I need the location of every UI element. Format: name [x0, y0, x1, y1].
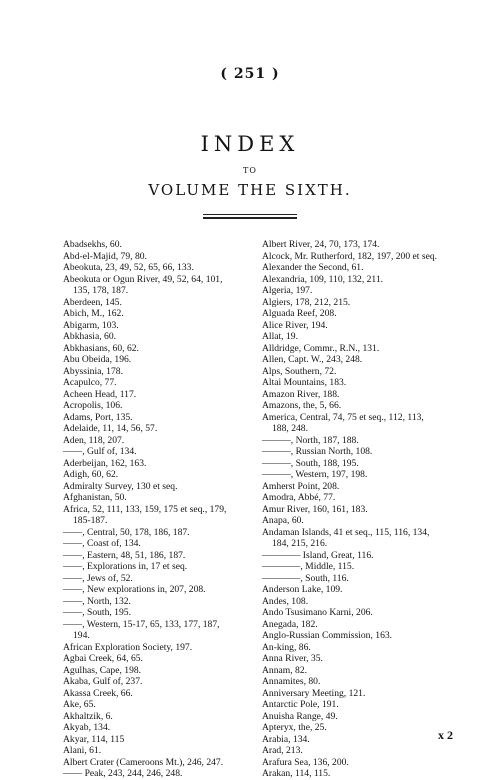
index-entry: 184, 215, 216.	[272, 538, 328, 549]
index-entry: Abkhasia, 60.	[63, 331, 117, 342]
index-entry: Alldridge, Commr., R.N., 131.	[262, 342, 380, 354]
index-entry: Alexander the Second, 61.	[262, 262, 364, 273]
index-entry: ——, North, 132.	[63, 595, 131, 607]
index-entry: Algeria, 197.	[262, 285, 313, 296]
index-entry: Amur River, 160, 161, 183.	[262, 503, 368, 515]
index-entry: Apteryx, the, 25.	[262, 722, 327, 733]
index-entry: Akaba, Gulf of, 237.	[63, 676, 143, 687]
index-entry: Anderson Lake, 109.	[262, 584, 343, 595]
index-entry: Ake, 65.	[63, 699, 96, 710]
index-entry: Amazon River, 188.	[262, 388, 340, 400]
index-entry: Agbai Creek, 64, 65.	[63, 653, 143, 664]
index-entry: Arad, 213.	[262, 745, 303, 756]
index-entry: Adelaide, 11, 14, 56, 57.	[63, 423, 158, 434]
index-entry: Abigarm, 103.	[63, 319, 119, 331]
index-entry: African Exploration Society, 197.	[63, 641, 193, 653]
index-entry: Annam, 82.	[262, 664, 308, 676]
index-entry: Alcock, Mr. Rutherford, 182, 197, 200 et seq.	[262, 250, 438, 262]
index-entry: ———, South, 188, 195.	[262, 457, 359, 469]
index-entry: ————, Middle, 115.	[262, 561, 355, 572]
index-entry: ———, North, 187, 188.	[262, 434, 359, 446]
index-entry: Adams, Port, 135.	[63, 411, 133, 423]
index-entry: Afghanistan, 50.	[63, 492, 127, 503]
index-entry: Abadsekhs, 60.	[63, 239, 122, 250]
index-entry: Acropolis, 106.	[63, 400, 123, 411]
index-entry: Amazons, the, 5, 66.	[262, 400, 342, 411]
index-entry: Alexandria, 109, 110, 132, 211.	[262, 273, 384, 285]
index-entry: ——, Eastern, 48, 51, 186, 187.	[63, 549, 186, 561]
index-entry: Abkhasians, 60, 62.	[63, 342, 139, 354]
index-entry: ——, Central, 50, 178, 186, 187.	[63, 526, 190, 538]
index-entry: ———, Western, 197, 198.	[262, 469, 368, 480]
index-entry: ——, South, 195.	[63, 607, 131, 618]
index-entry: ——, Explorations in, 17 et seq.	[63, 561, 188, 572]
index-entry: Aden, 118, 207.	[63, 434, 125, 446]
index-entry: Anapa, 60.	[262, 515, 304, 526]
index-entry: Arabia, 134.	[262, 733, 310, 745]
index-entry: ——, Jews of, 52.	[63, 572, 133, 584]
index-entry: 185-187.	[73, 515, 108, 526]
index-entry: ————, South, 116.	[262, 572, 349, 584]
index-entry: ——, Gulf of, 134.	[63, 446, 137, 457]
index-entry: Alguada Reef, 208.	[262, 308, 337, 319]
index-entry: Abeokuta or Ogun River, 49, 52, 64, 101,	[63, 273, 223, 285]
index-entry: Andaman Islands, 41 et seq., 115, 116, 134,	[262, 526, 430, 538]
index-entry: Allat, 19.	[262, 331, 298, 342]
index-entry: Aberdeen, 145.	[63, 296, 122, 308]
index-entry: Akhaltzik, 6.	[63, 710, 113, 722]
title-rule	[203, 214, 297, 215]
title-rule-thick	[203, 217, 297, 219]
index-entry: Abd-el-Majid, 79, 80.	[63, 250, 147, 262]
index-entry: Algiers, 178, 212, 215.	[262, 296, 351, 308]
index-entry: ——, New explorations in, 207, 208.	[63, 584, 206, 595]
index-entry: Anniversary Meeting, 121.	[262, 687, 366, 699]
index-entry: Albert Crater (Cameroons Mt.), 246, 247.	[63, 756, 224, 768]
index-entry: Alani, 61.	[63, 745, 102, 756]
index-entry: An-king, 86.	[262, 641, 311, 653]
printer-signature: x 2	[438, 728, 453, 742]
index-entry: ———— Island, Great, 116.	[262, 549, 374, 561]
title-connector: TO	[243, 166, 257, 175]
index-entry: Acheen Head, 117.	[63, 388, 137, 400]
index-entry: Akyar, 114, 115	[63, 733, 125, 745]
index-entry: Altai Mountains, 183.	[262, 377, 347, 388]
index-entry: ——, Coast of, 134.	[63, 538, 141, 549]
index-entry: Africa, 52, 111, 133, 159, 175 et seq., 179,	[63, 503, 227, 515]
index-entry: America, Central, 74, 75 et seq., 112, 113,	[262, 411, 424, 423]
index-entry: Anegada, 182.	[262, 618, 318, 630]
index-column-right	[262, 239, 462, 780]
index-entry: 194.	[73, 630, 90, 641]
index-entry: Albert River, 24, 70, 173, 174.	[262, 239, 380, 250]
index-entry: Abyssinia, 178.	[63, 365, 123, 377]
index-entry: Abeokuta, 23, 49, 52, 65, 66, 133.	[63, 262, 194, 273]
index-entry: 188, 248.	[272, 423, 308, 434]
index-entry: Agulhas, Cape, 198.	[63, 664, 142, 676]
index-entry: Anuisha Range, 49.	[262, 710, 338, 722]
index-entry: ——, Western, 15-17, 65, 133, 177, 187,	[63, 618, 220, 630]
index-entry: Akassa Creek, 66.	[63, 687, 133, 699]
index-entry: ———, Russian North, 108.	[262, 446, 373, 457]
index-entry: Admiralty Survey, 130 et seq.	[63, 480, 178, 492]
index-entry: Alice River, 194.	[262, 319, 328, 331]
page-number: ( 251 )	[220, 66, 280, 82]
index-entry: Abich, M., 162.	[63, 308, 124, 319]
index-entry: Alps, Southern, 72.	[262, 365, 337, 377]
index-entry: Anna River, 35.	[262, 653, 323, 664]
index-entry: Adigh, 60, 62.	[63, 469, 119, 480]
index-entry: Abu Obeida, 196.	[63, 354, 132, 365]
index-entry: Ando Tsusimano Karni, 206.	[262, 607, 373, 618]
index-entry: Arakan, 114, 115.	[262, 768, 331, 779]
index-entry: Arafura Sea, 136, 200.	[262, 756, 349, 768]
index-entry: Antarctic Pole, 191.	[262, 699, 339, 710]
index-entry: Amodra, Abbé, 77.	[262, 492, 336, 503]
index-entry: Anglo-Russian Commission, 163.	[262, 630, 393, 641]
index-entry: 135, 178, 187.	[73, 285, 129, 296]
index-entry: Annamites, 80.	[262, 676, 321, 687]
volume-subtitle: VOLUME THE SIXTH.	[148, 181, 352, 199]
index-entry: Aderbeijan, 162, 163.	[63, 457, 147, 469]
index-entry: Amherst Point, 208.	[262, 480, 340, 492]
index-entry: Allen, Capt. W., 243, 248.	[262, 354, 363, 365]
index-entry: Acapulco, 77.	[63, 377, 117, 388]
index-title: INDEX	[200, 132, 300, 156]
index-entry: Akyab, 134.	[63, 722, 111, 733]
index-entry: Andes, 108.	[262, 595, 309, 607]
index-column-left	[63, 239, 255, 780]
index-entry: —— Peak, 243, 244, 246, 248.	[63, 768, 183, 779]
